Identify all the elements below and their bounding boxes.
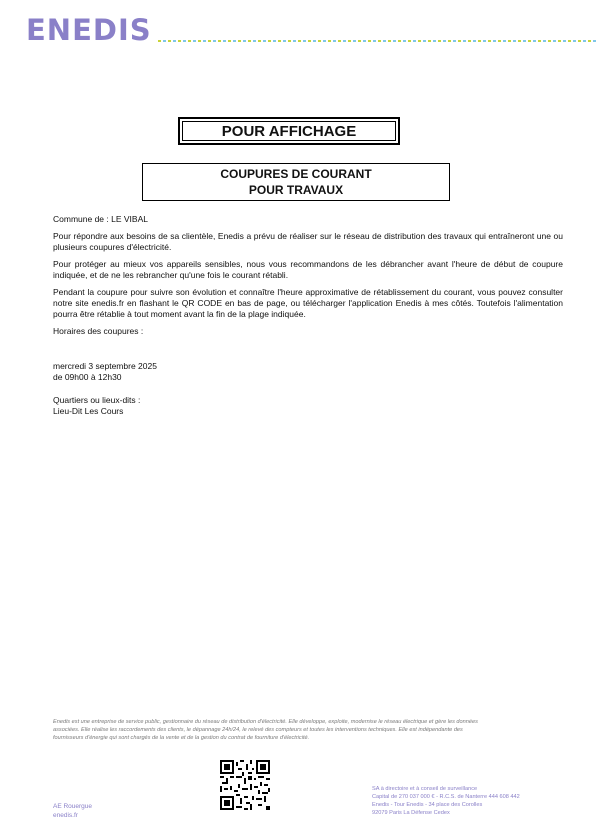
enedis-logo [26, 14, 154, 44]
footer-left [53, 802, 92, 820]
disclaimer-line: Enedis est une entreprise de service public, gestionnaire du réseau de distribution d'électricité. Elle développe, exploite, modernise le réseau électrique et gère les données [53, 719, 478, 725]
horaires-label: Horaires des coupures : [53, 326, 144, 336]
disclaimer-line: fournisseurs d'énergie qui sont chargés de la vente et de la gestion du contrat de fourniture d'électricité. [53, 735, 310, 741]
enedis-logo-icon [26, 14, 154, 44]
footer-legal [372, 785, 520, 817]
quartiers-label: Quartiers ou lieux-dits : [53, 395, 141, 405]
outage-time: de 09h00 à 12h30 [53, 372, 122, 382]
legal-line: 92079 Paris La Défense Cedex [372, 810, 450, 816]
notice-body [53, 214, 563, 423]
subtitle-line1: COUPURES DE COURANT [220, 167, 372, 181]
subtitle-box [142, 163, 450, 201]
paragraph-3: Pendant la coupure pour suivre son évolution et connaître l'heure approximative de rétablissement du courant, vous pouvez consulter notre site enedis.fr en flashant le QR CODE en bas de page, ou télécharger l'application Enedis à mes côtés. Toutefois l'alimentation pourra être rétablie à tout moment avant la fin de la plage indiquée. [53, 287, 563, 319]
paragraph-1: Pour répondre aux besoins de sa clientèle, Enedis a prévu de réaliser sur le réseau de distribution des travaux qui entraîneront une ou plusieurs coupures d'électricité. [53, 231, 563, 252]
svg-text:ENEDIS: ENEDIS [26, 14, 152, 44]
agency-name: AE Rouergue [53, 803, 93, 810]
commune: Commune de : LE VIBAL [53, 214, 148, 224]
legal-line: Capital de 270 037 000 € - R.C.S. de Nanterre 444 608 442 [372, 794, 520, 800]
disclaimer-line: associées. Elle réalise les raccordements des clients, le dépannage 24h/24, le relevé des compteurs et toutes les interventions techniques. Elle est indépendante des [53, 727, 463, 733]
header-divider [158, 40, 598, 42]
quartier-value: Lieu-Dit Les Cours [53, 406, 124, 416]
outage-date: mercredi 3 septembre 2025 [53, 361, 157, 371]
legal-line: SA à directoire et à conseil de surveillance [372, 786, 478, 792]
title-label: POUR AFFICHAGE [182, 121, 396, 141]
paragraph-2: Pour protéger au mieux vos appareils sensibles, nous vous recommandons de les débrancher avant l'heure de début de coupure indiquée, et de ne les rebrancher qu'une fois le courant rétabli. [53, 259, 563, 280]
disclaimer [53, 718, 553, 742]
title-box [178, 117, 400, 145]
subtitle-line2: POUR TRAVAUX [248, 183, 344, 197]
website-link[interactable]: enedis.fr [53, 812, 78, 819]
qr-code-icon[interactable] [220, 760, 270, 810]
legal-line: Enedis - Tour Enedis - 34 place des Corolles [372, 802, 483, 808]
